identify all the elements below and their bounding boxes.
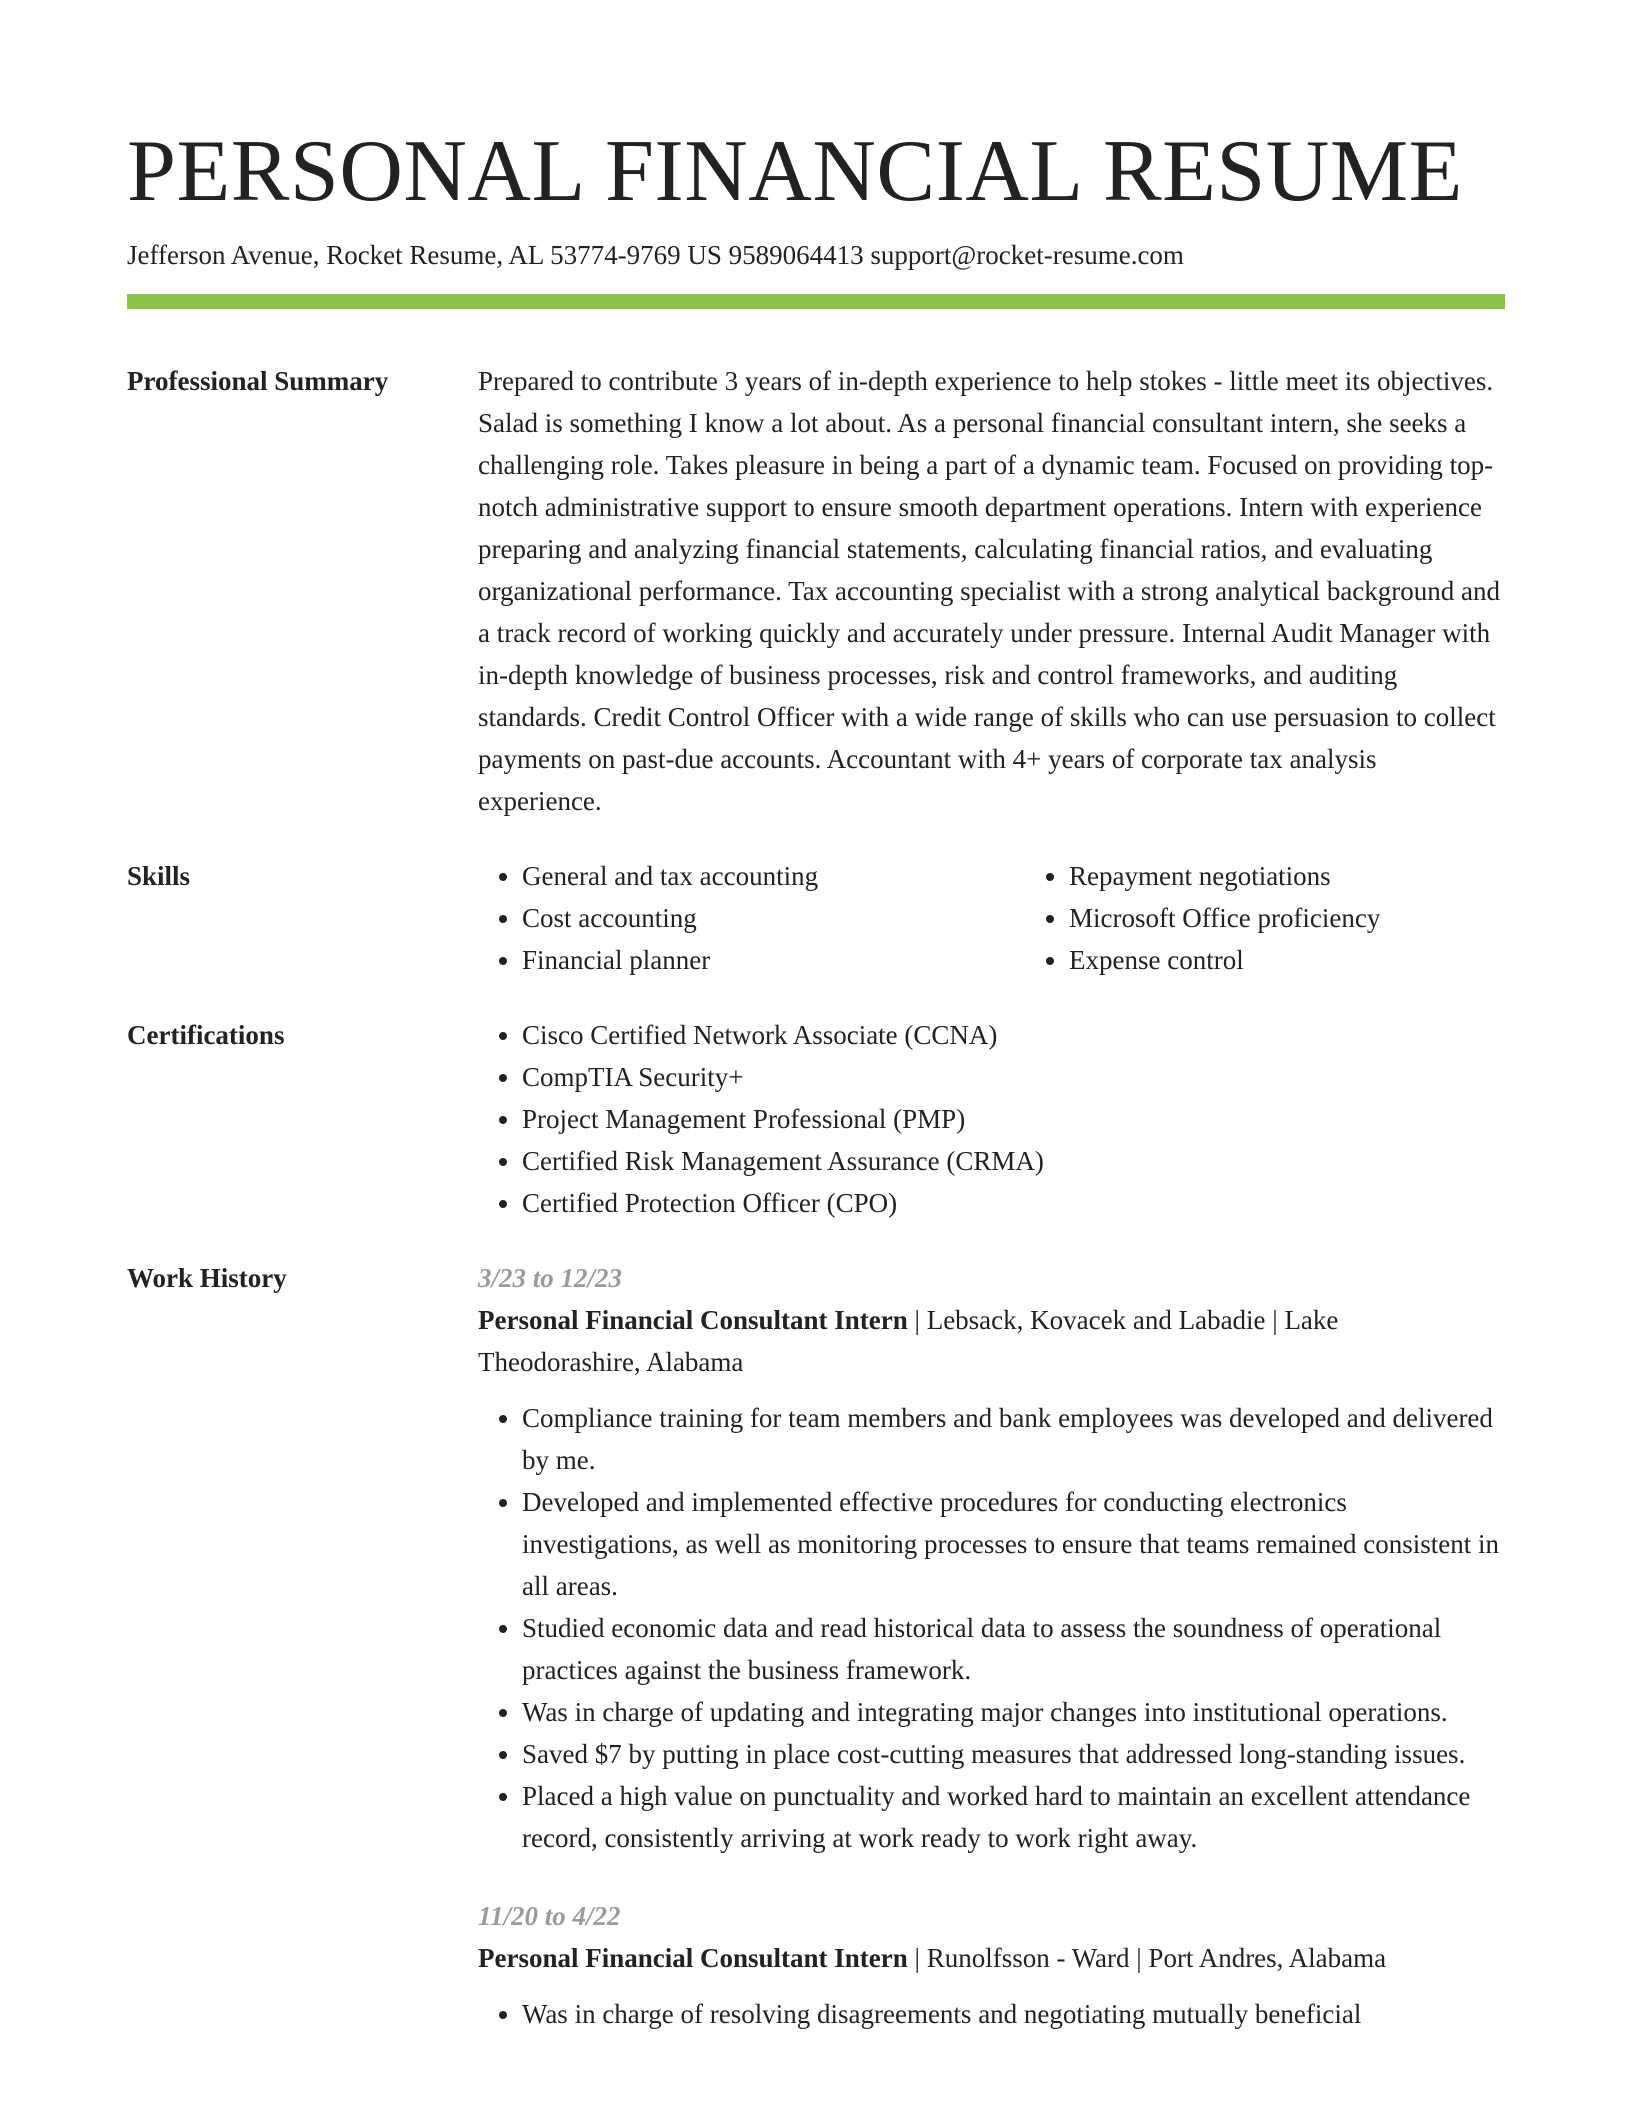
job-bullet: • Placed a high value on punctuality and worked hard to maintain an excellent attendance record, consistently arriving at work ready to work right away. [522, 1775, 1505, 1859]
certifications-list [478, 1014, 1505, 1224]
certification-item: • CompTIA Security+ [522, 1056, 1505, 1098]
job-dates: 3/23 to 12/23 [478, 1263, 623, 1293]
summary-section [127, 360, 1505, 822]
contact-line: Jefferson Avenue, Rocket Resume, AL 53774-9769 US 9589064413 support@rocket-resume.com [127, 240, 1184, 270]
skills-heading: Skills [127, 861, 191, 891]
skill-item: • Expense control [1069, 939, 1572, 981]
job-entry [478, 1257, 1505, 1859]
job-bullets [478, 1397, 1505, 1859]
job-entry [478, 1895, 1505, 2035]
job-details: | Lebsack, Kovacek and Labadie | Lake Theodorashire, Alabama [478, 1305, 1339, 1377]
certification-item: • Certified Risk Management Assurance (CRMA) [522, 1140, 1505, 1182]
job-bullet: • Saved $7 by putting in place cost-cutting measures that addressed long-standing issues. [522, 1733, 1505, 1775]
summary-heading: Professional Summary [127, 366, 389, 396]
skills-section [127, 855, 1505, 981]
job-bullet: • Studied economic data and read historical data to assess the soundness of operational practices against the business framework. [522, 1607, 1505, 1691]
job-bullet: • Developed and implemented effective procedures for conducting electronics investigations, as well as monitoring processes to ensure that teams remained consistent in all areas. [522, 1481, 1505, 1607]
skill-item: • General and tax accounting [522, 855, 1025, 897]
skill-item: • Financial planner [522, 939, 1025, 981]
certifications-body [478, 1014, 1505, 1224]
job-title: Personal Financial Consultant Intern [478, 1943, 908, 1973]
certifications-heading: Certifications [127, 1020, 285, 1050]
work-history-heading: Work History [127, 1263, 287, 1293]
job-dates: 11/20 to 4/22 [478, 1901, 621, 1931]
certifications-section [127, 1014, 1505, 1224]
skills-list-right [1025, 855, 1572, 981]
skill-item: • Microsoft Office proficiency [1069, 897, 1572, 939]
job-bullet: • Was in charge of resolving disagreements and negotiating mutually beneficial [522, 1993, 1505, 2035]
job-bullet: • Was in charge of updating and integrating major changes into institutional operations. [522, 1691, 1505, 1733]
certification-item: • Certified Protection Officer (CPO) [522, 1182, 1505, 1224]
certification-item: • Cisco Certified Network Associate (CCNA) [522, 1014, 1505, 1056]
skills-columns [478, 855, 1572, 981]
skills-body [478, 855, 1572, 981]
certification-item: • Project Management Professional (PMP) [522, 1098, 1505, 1140]
job-title: Personal Financial Consultant Intern [478, 1305, 908, 1335]
job-bullet: • Compliance training for team members and bank employees was developed and delivered by me. [522, 1397, 1505, 1481]
resume-title: PERSONAL FINANCIAL RESUME [127, 123, 1463, 220]
accent-divider [127, 294, 1505, 309]
summary-text: Prepared to contribute 3 years of in-depth experience to help stokes - little meet its objectives. Salad is something I know a lot about. As a personal financial consultant intern, she seeks a challenging role. Takes pleasure in being a part of a dynamic team. Focused on providing top-notch administrative support to ensure smooth department operations. Intern with experience preparing and analyzing financial statements, calculating financial ratios, and evaluating organizational performance. Tax accounting specialist with a strong analytical background and a track record of working quickly and accurately under pressure. Internal Audit Manager with in-depth knowledge of business processes, risk and control frameworks, and auditing standards. Credit Control Officer with a wide range of skills who can use persuasion to collect payments on past-due accounts. Accountant with 4+ years of corporate tax analysis experience. [478, 366, 1501, 816]
summary-body [478, 360, 1505, 822]
job-header [478, 1937, 1505, 1979]
work-history-section [127, 1257, 1505, 2035]
job-header [478, 1299, 1505, 1383]
job-bullets [478, 1993, 1505, 2035]
skills-list-left [478, 855, 1025, 981]
skill-item: • Cost accounting [522, 897, 1025, 939]
job-details: | Runolfsson - Ward | Port Andres, Alabama [907, 1943, 1387, 1973]
work-history-body [478, 1257, 1505, 2035]
skill-item: • Repayment negotiations [1069, 855, 1572, 897]
